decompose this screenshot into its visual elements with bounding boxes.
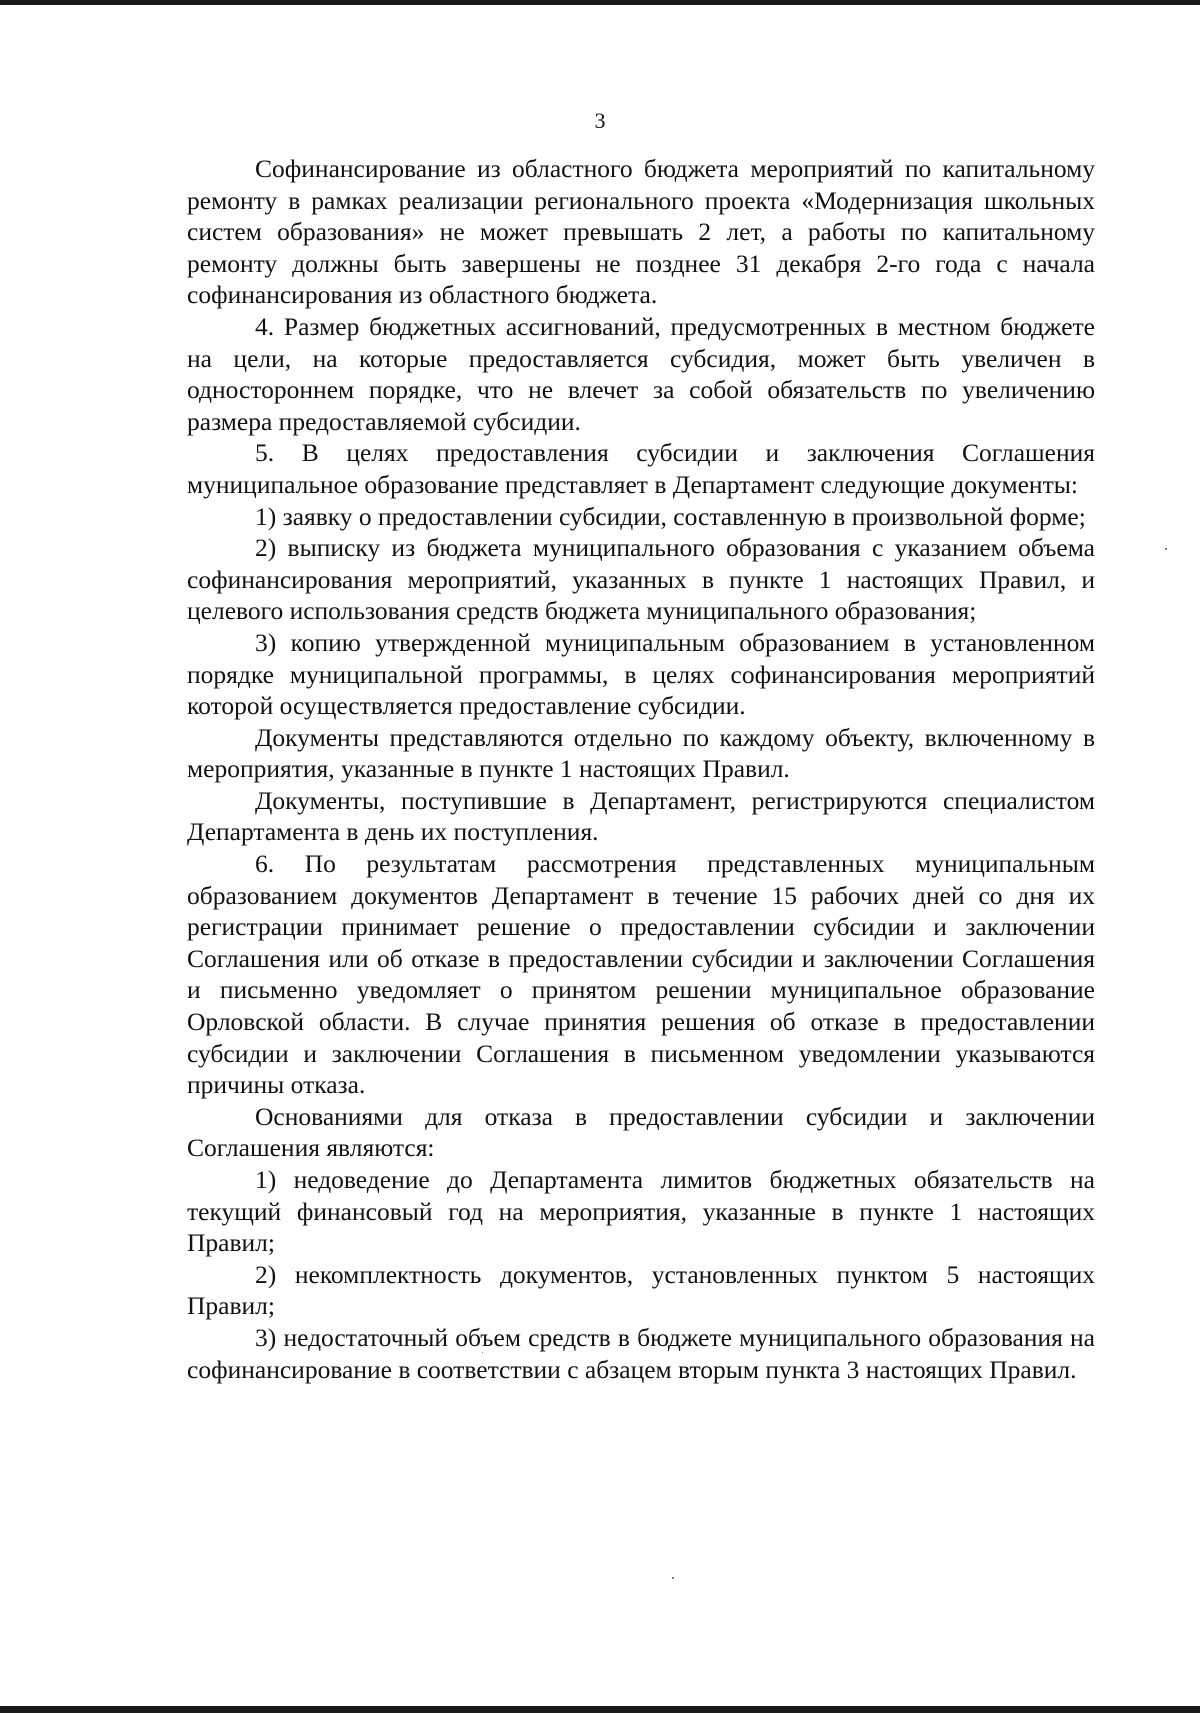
paragraph-documents-per-object: Документы представляются отдельно по каждому объекту, включенному в мероприятия, указанные в пункте 1 настоящих Правил. <box>187 722 1095 784</box>
paragraph-refusal-ground-3: 3) недостаточный объем средств в бюджете муниципального образования на софинансирование в соответствии с абзацем вторым пункта 3 настоящих Правил. <box>187 1322 1095 1384</box>
scan-speck <box>482 1352 483 1353</box>
paragraph-refusal-ground-1: 1) недоведение до Департамента лимитов бюджетных обязательств на текущий финансовый год на мероприятия, указанные в пункте 1 настоящих Правил; <box>187 1165 1095 1258</box>
paragraph-item-5-sub-2: 2) выписку из бюджета муниципального образования с указанием объема софинансирования мероприятий, указанных в пункте 1 настоящих Правил, и целевого использования средств бюджета муниципального образования; <box>187 533 1095 626</box>
paragraph-item-5-sub-3: 3) копию утвержденной муниципальным образованием в установленном порядке муниципальной программы, в целях софинансирования мероприятий которой осуществляется предоставление субсидии. <box>187 627 1095 721</box>
scan-speck <box>672 1577 674 1579</box>
paragraph-refusal-ground-2: 2) некомплектность документов, установленных пунктом 5 настоящих Правил; <box>187 1259 1095 1321</box>
scan-speck <box>1165 548 1167 550</box>
paragraph-item-4: 4. Размер бюджетных ассигнований, предусмотренных в местном бюджете на цели, на которые предоставляется субсидия, может быть увеличен в одностороннем порядке, что не влечет за собой обязательств по увеличению размера предоставляемой субсидии. <box>187 311 1095 436</box>
paragraph-item-6: 6. По результатам рассмотрения представленных муниципальным образованием документов Департамент в течение 15 рабочих дней со дня их регистрации принимает решение о предоставлении субсидии и заключении Соглашения или об отказе в предоставлении субсидии и заключении Соглашения и письменно уведомляет о принятом решении муниципальное образование Орловской области. В случае принятия решения об отказе в предоставлении субсидии и заключении Соглашения в письменном уведомлении указываются причины отказа. <box>187 849 1095 1100</box>
document-body <box>187 153 1095 1385</box>
paragraph-item-5-sub-1: 1) заявку о предоставлении субсидии, составленную в произвольной форме; <box>255 501 1086 531</box>
scan-edge-bottom <box>0 1706 1200 1713</box>
paragraph-documents-registration: Документы, поступившие в Департамент, регистрируются специалистом Департамента в день их поступления. <box>187 785 1095 847</box>
paragraph-item-5: 5. В целях предоставления субсидии и заключения Соглашения муниципальное образование представляет в Департамент следующие документы: <box>187 438 1095 499</box>
paragraph-refusal-grounds: Основаниями для отказа в предоставлении субсидии и заключении Соглашения являются: <box>187 1101 1095 1163</box>
scan-edge-top <box>0 0 1200 5</box>
page-number: 3 <box>594 108 606 133</box>
paragraph-cofinancing-term: Софинансирование из областного бюджета мероприятий по капитальному ремонту в рамках реализации регионального проекта «Модернизация школьных систем образования» не может превышать 2 лет, а работы по капитальному ремонту должны быть завершены не позднее 31 декабря 2-го года с начала софинансирования из областного бюджета. <box>187 154 1095 310</box>
